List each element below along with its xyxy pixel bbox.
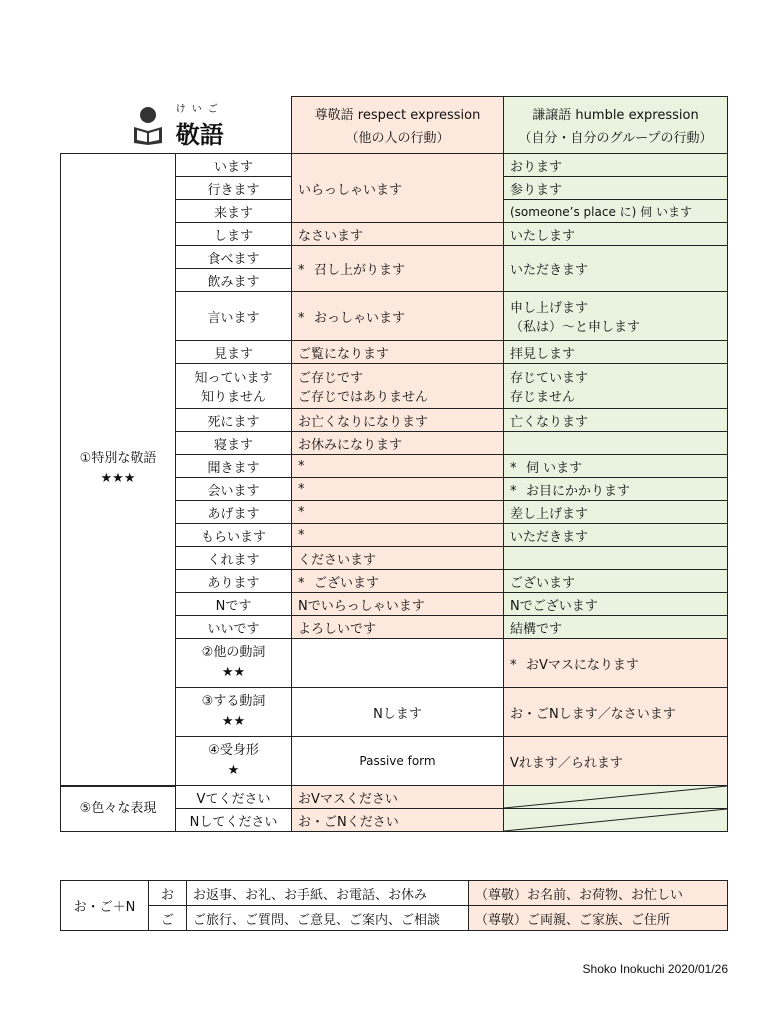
resp-gozaimasu-text: ございます [314,575,380,591]
humb-kekkou: 結構です [504,616,728,639]
resp-gozaimasu [292,570,504,593]
category-1-stars: ★★★ [100,471,136,487]
verb-nomimasu: 飲みます [176,269,292,292]
logo-ruby: けいご [175,103,224,115]
resp-meshiagaru [292,246,504,292]
verb-mimasu: 見ます [176,341,292,364]
humb-sashiagemasu: 差し上げます [504,501,728,524]
humble-header [504,97,728,154]
humb-zonjiteimasu [504,364,728,409]
verb-agemasu: あげます [176,501,292,524]
o-go-label: お・ご＋N [61,881,149,931]
humb-itashimasu: いたします [504,223,728,246]
resp-yoroshii: よろしいです [292,616,504,639]
humb-ukagaimasu [504,455,728,478]
humb-gozaimasu: ございます [504,570,728,593]
humb-c5-1-na [504,786,728,809]
resp-gozonji [292,364,504,409]
go-respect: （尊敬）ご両親、ご家族、ご住所 [469,906,728,931]
verb-c5-1: Vてください [176,786,292,809]
resp-c2 [504,639,728,688]
verb-shinimasu: 死にます [176,409,292,432]
verb-kuremasu: くれます [176,547,292,570]
category-3 [176,688,292,737]
verb-tabemasu: 食べます [176,246,292,269]
keigo-table [60,96,728,832]
o-prefix: お [149,881,187,906]
resp-c4: Vれます／られます [504,737,728,786]
category-5-label: ⑤色々な表現 [79,800,157,816]
resp-gozonji-neg-text: ご存じではありません [298,390,429,405]
resp-oyasumi: お休みになります [292,432,504,455]
verb-kikimasu: 聞きます [176,455,292,478]
verb-shitteimasu-text: 知っています [194,371,273,386]
verb-ndesu: Nです [176,593,292,616]
humble-sub: （自分・自分のグループの行動） [518,131,713,146]
verb-c4: Passive form [292,737,504,786]
resp-nasaimasu: なさいます [292,223,504,246]
humb-ukagaimasu-text: 伺 います [526,460,583,476]
verb-aimasu: 会います [176,478,292,501]
go-items: ご旅行、ご質問、ご意見、ご案内、ご相談 [187,906,469,931]
star-mark: * [510,657,517,673]
resp-kudasaimasu: くださいます [292,547,504,570]
verb-kimasu: 来ます [176,200,292,223]
resp-gozonji-text: ご存じです [298,371,364,386]
respect-sub: （他の人の行動） [345,131,450,146]
category-2 [176,639,292,688]
humb-empty-kuremasu [504,547,728,570]
star-mark: * [298,310,305,326]
humb-empty-nemasu [504,432,728,455]
verb-c3: Nします [292,688,504,737]
resp-c5-1: おVマスください [292,786,504,809]
humb-orimasu: おります [504,154,728,177]
resp-c2-text: おVマスになります [526,657,639,673]
o-respect: （尊敬）お名前、お荷物、お忙しい [469,881,728,906]
category-4-stars: ★ [227,763,240,778]
resp-star-moraimasu: * [292,524,504,547]
humb-zonjimasen-text: 存じません [510,390,576,405]
star-mark: * [510,483,517,499]
respect-header [292,97,504,154]
verb-nemasu: 寝ます [176,432,292,455]
humb-itadakimasu2: いただきます [504,524,728,547]
o-items: お返事、お礼、お手紙、お電話、お休み [187,881,469,906]
resp-c5-2: お・ごNください [292,809,504,832]
verb-moraimasu: もらいます [176,524,292,547]
star-mark: * [298,575,305,591]
category-1-label: ①特別な敬語 [79,451,157,467]
category-3-label: ③する動詞 [201,694,266,709]
category-4-label: ④受身形 [208,743,259,758]
resp-ndeirassharu: Nでいらっしゃいます [292,593,504,616]
verb-ikimasu: 行きます [176,177,292,200]
verb-shitteimasu [176,364,292,409]
verb-shimasu: します [176,223,292,246]
humble-title: 謙譲語 humble expression [532,108,699,123]
humb-zonjiteimasu-text: 存じています [510,371,589,386]
verb-iidesu: いいです [176,616,292,639]
resp-star-agemasu: * [292,501,504,524]
footer-credit: Shoko Inokuchi 2020/01/26 [582,962,728,976]
go-prefix: ご [149,906,187,931]
humb-moushiageru-text: 申し上げます [510,301,589,316]
keigo-table-wrapper [60,96,727,832]
humb-c5-2-na [504,809,728,832]
verb-iimasu: 言います [176,292,292,341]
humb-mairimasu: 参ります [504,177,728,200]
category-4 [176,737,292,786]
resp-onakunari: お亡くなりになります [292,409,504,432]
reader-icon [128,105,168,145]
humb-itadakimasu: いただきます [504,246,728,292]
o-go-table [60,880,728,931]
category-3-stars: ★★ [221,714,246,729]
verb-c5-2: Nしてください [176,809,292,832]
star-mark: * [510,460,517,476]
resp-meshiagaru-text: 召し上がります [314,263,406,278]
verb-arimasu: あります [176,570,292,593]
humb-moushimasu-text: （私は）～と申します [510,320,641,335]
diagonal-line [504,786,727,808]
category-1 [61,154,176,786]
logo-cell [61,97,292,154]
humb-moushiageru [504,292,728,341]
category-2-label: ②他の動詞 [201,645,266,660]
humb-nakunarimasu: 亡くなります [504,409,728,432]
resp-c3: お・ごNします／なさいます [504,688,728,737]
humb-haiken: 拝見します [504,341,728,364]
category-2-stars: ★★ [221,665,246,680]
diagonal-line [504,809,727,831]
resp-star-aimasu: * [292,478,504,501]
verb-empty-c2 [292,639,504,688]
humb-ndegozaimasu: Nでございます [504,593,728,616]
verb-shirimasen-text: 知りません [200,390,266,405]
humb-omeni-text: お目にかかります [526,483,631,499]
resp-irassharu: いらっしゃいます [292,154,504,223]
category-5 [61,786,176,832]
resp-star-kikimasu: * [292,455,504,478]
logo-title: 敬語 [175,120,224,149]
respect-title: 尊敬語 respect expression [314,108,481,123]
verb-imasu: います [176,154,292,177]
resp-ossharu-text: おっしゃいます [314,310,406,326]
humb-ukagau-place: (someone’s place に) 伺 います [504,200,728,223]
resp-goran: ご覧になります [292,341,504,364]
resp-ossharu [292,292,504,341]
humb-omeni [504,478,728,501]
star-mark: * [298,263,305,278]
